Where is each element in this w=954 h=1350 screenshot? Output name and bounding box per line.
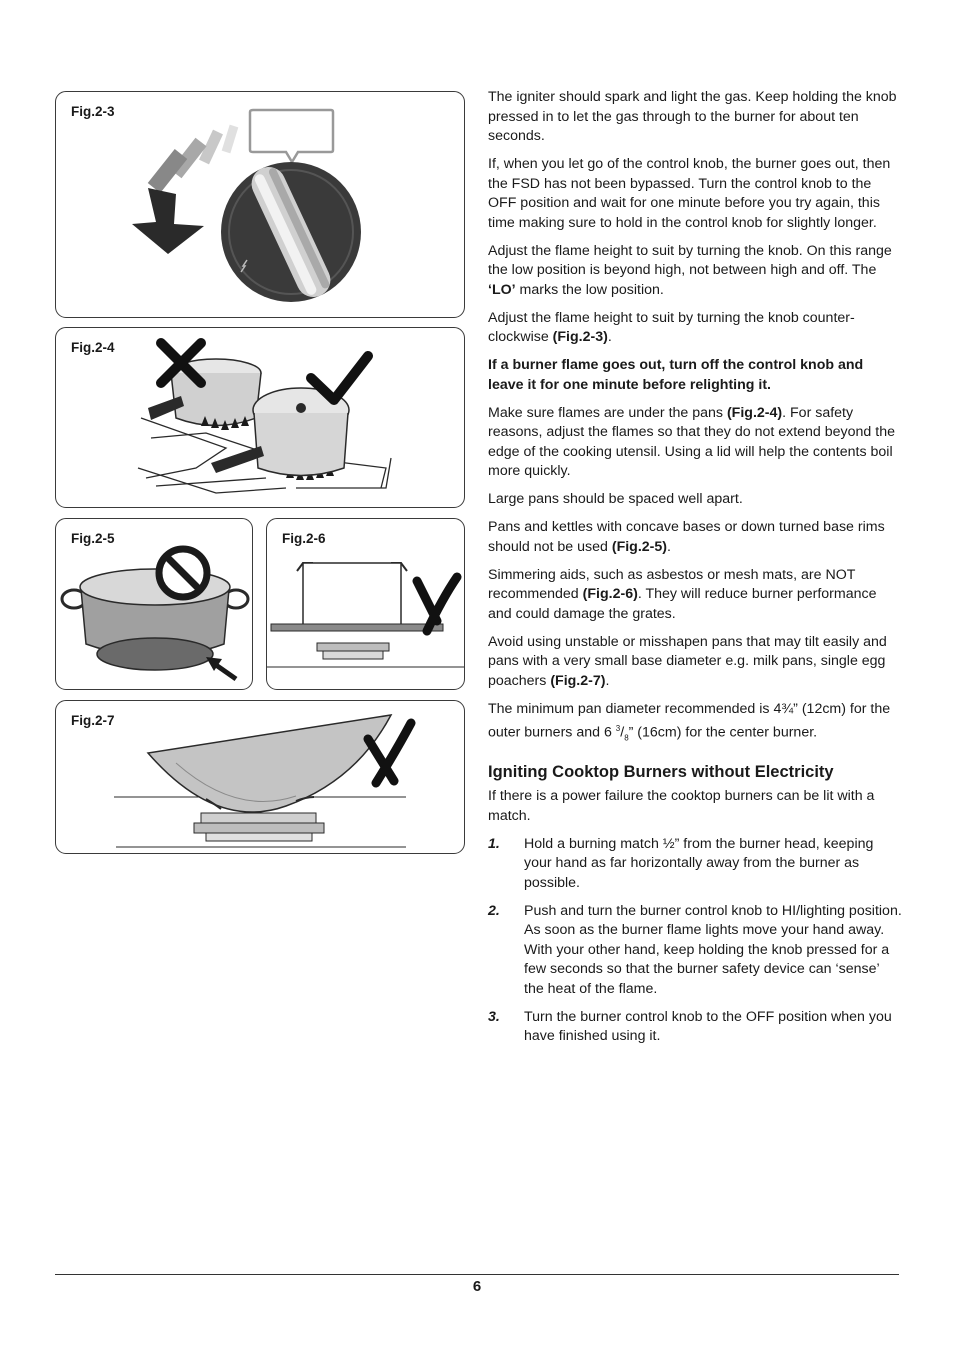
figure-2-3 — [55, 91, 465, 318]
arrow-icon — [132, 188, 204, 254]
paragraph: Pans and kettles with concave bases or down turned base rims should not be used (Fig.2-5). — [488, 519, 885, 555]
knob-illustration — [56, 92, 465, 318]
figure-2-6 — [266, 518, 465, 690]
tilted-pan-illustration — [56, 701, 465, 854]
paragraph: Large pans should be spaced well apart. — [488, 491, 743, 507]
figure-label: Fig.2-6 — [282, 531, 326, 546]
paragraph: If, when you let go of the control knob, the burner goes out, then the FSD has not been bypassed. Turn the control knob to the OFF position and wait for one minute before you try again, this time making sure to hold in the control knob for slightly longer. — [488, 156, 891, 231]
figure-label: Fig.2-5 — [71, 531, 115, 546]
figure-label: Fig.2-3 — [71, 104, 115, 119]
footer-divider — [55, 1274, 899, 1275]
step-item: 1. Hold a burning match ½” from the burner head, keeping your hand as far horizontally away from the burner as possible. — [488, 835, 874, 891]
paragraph: Adjust the flame height to suit by turning the knob. On this range the low position is beyond high, not between high and off. The ‘LO’ marks the low position. — [488, 242, 892, 298]
cross-icon — [417, 577, 457, 631]
step-item: 2. Push and turn the burner control knob to HI/lighting position. As soon as the burner flame lights move your hand away. With your other hand, keep holding the knob pressed for a few seconds so that the burner safety device can ‘sense’ the heat of the flame. — [488, 902, 902, 997]
figure-2-7 — [55, 700, 465, 854]
warning-paragraph: If a burner flame goes out, turn off the control knob and leave it for one minute before relighting it. — [488, 357, 864, 393]
concave-pan-illustration — [56, 519, 253, 690]
simmering-mat-illustration — [267, 519, 465, 690]
section-heading: Igniting Cooktop Burners without Electricity — [488, 763, 834, 782]
figure-2-5 — [55, 518, 253, 690]
paragraph: The minimum pan diameter recommended is 4¾” (12cm) for the outer burners and 6 $^3/_8$” (16cm) for the center burner. — [488, 700, 891, 743]
paragraph: Make sure flames are under the pans (Fig.2-4). For safety reasons, adjust the flames so that they do not extend beyond the edge of the cooking utensil. Using a lid will help the contents boil more quickly. — [488, 404, 895, 479]
step-item: 3. Turn the burner control knob to the OFF position when you have finished using it. — [488, 1008, 892, 1045]
page-number: 6 — [472, 1278, 482, 1295]
paragraph: If there is a power failure the cooktop burners can be lit with a match. — [488, 788, 875, 824]
paragraph: Avoid using unstable or misshapen pans that may tilt easily and pans with a very small base diameter e.g. milk pans, single egg poachers (Fig.2-7). — [488, 633, 887, 689]
figure-2-4 — [55, 327, 465, 508]
figure-label: Fig.2-7 — [71, 713, 115, 728]
figure-label: Fig.2-4 — [71, 340, 115, 355]
paragraph: Simmering aids, such as asbestos or mesh mats, are NOT recommended (Fig.2-6). They will reduce burner performance and could damage the grates. — [488, 566, 877, 622]
prohibited-icon — [159, 549, 207, 597]
pans-on-burners-illustration — [56, 328, 465, 508]
instructions-column — [488, 88, 902, 1055]
paragraph: The igniter should spark and light the gas. Keep holding the knob pressed in to let the gas through to the burner for about ten seconds. — [488, 89, 897, 144]
pointer-arrow-icon — [206, 657, 236, 679]
paragraph: Adjust the flame height to suit by turning the knob counter-clockwise (Fig.2-3). — [488, 309, 855, 345]
